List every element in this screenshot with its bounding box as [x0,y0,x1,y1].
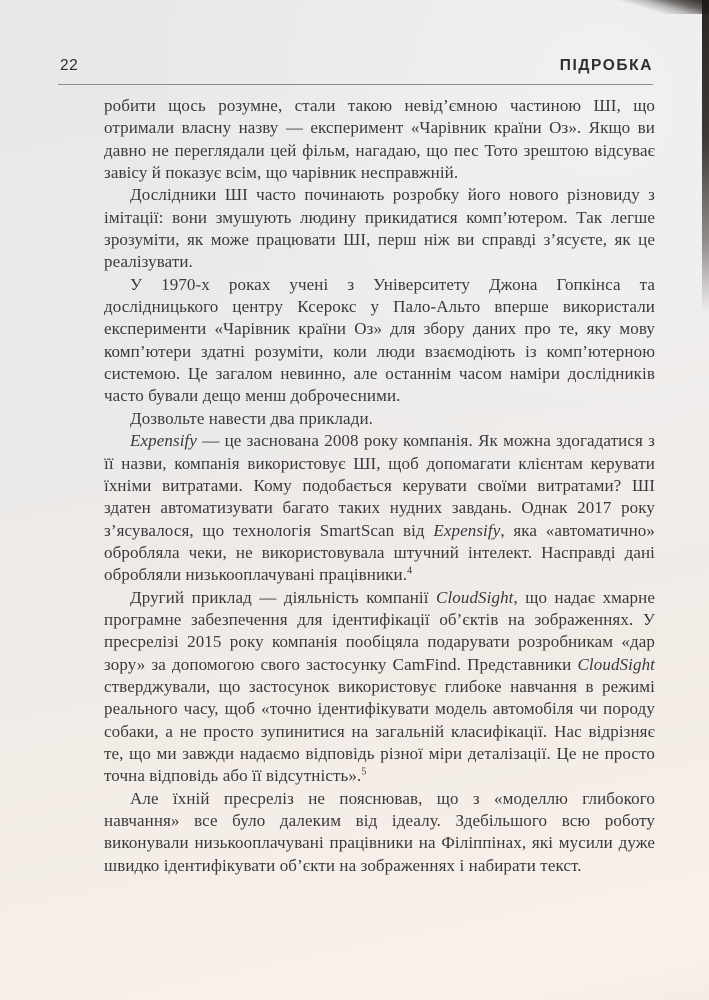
text-run: У 1970-х роках учені з Університету Джона Гопкінса та дослідницького центру Ксерокс у Пало-Альто вперше використали експерименти «Чарівник країни Оз» для збору даних про те, яку мову комп’ютери здатні розуміти, коли люди взаємодіють із комп’ютерною системою. Це загалом невинно, але останнім часом наміри дослідників часто бували дещо менш доброчесними. [104,274,655,406]
paragraph [104,430,655,586]
text-run: CloudSight [577,654,655,674]
text-run: , яка «автоматично» обробляла чеки, не використовувала штучний інтелект. Насправді дані обробляли низькооплачувані працівники. [104,520,655,585]
page-header [60,57,653,75]
text-column [104,95,655,877]
text-run: — це заснована 2008 року компанія. Як можна здогадатися з її назви, компанія використовує ШІ, щоб допомагати клієнтам керувати їхніми витратами. Кому подобається керувати своїми витратами? ШІ здатен автоматизувати багато таких нудних завдань. Однак 2017 року з’ясувалося, що технологія SmartScan від [104,431,655,540]
running-title: ПІДРОБКА [559,57,653,74]
text-run: CloudSight [436,587,514,607]
header-rule [58,84,653,85]
text-run: Дозвольте навести два приклади. [130,408,374,428]
paragraph [104,95,655,184]
paragraph [104,788,655,877]
text-run: Expensify [433,520,501,540]
text-run: Expensify [130,431,197,451]
text-run: , що надає хмарне програмне забезпечення для ідентифікації об’єктів на зображеннях. У пресрелізі 2015 року компанія пообіцяла подарувати розробникам «дар зору» за допомогою свого застосунку CamFind. Представники [104,587,655,674]
paragraph [104,184,655,273]
paragraph [104,587,655,788]
paragraph [104,408,655,430]
footnote-marker: 4 [407,565,413,577]
footnote-marker: 5 [361,766,367,778]
text-run: Але їхній пресреліз не пояснював, що з «моделлю глибокого навчання» все було далеким від ідеалу. Здебільшого всю роботу виконували низькооплачувані працівники на Філіппінах, які мусили дуже швидко ідентифікувати об’єкти на зображеннях і набирати текст. [104,788,655,875]
paragraph [104,274,655,408]
page-number: 22 [60,57,79,74]
text-run: робити щось розумне, стали такою невід’ємною частиною ШІ, що отримали власну назву — експеримент «Чарівник країни Оз». Якщо ви давно не переглядали цей фільм, нагадаю, що пес Тото зрештою відсуває завісу й показує всім, що чарівник несправжній. [104,96,655,183]
photo-edge-shadow-right [702,0,709,312]
text-run: Другий приклад — діяльність компанії [130,587,436,607]
text-run: Дослідники ШІ часто починають розробку його нового різновиду з імітації: вони змушують людину прикидатися комп’ютером. Так легше зрозуміти, як може працювати ШІ, перш ніж ви справді з’ясуєте, як це реалізувати. [104,185,655,272]
text-run: стверджували, що застосунок використовує глибоке навчання в режимі реального часу, щоб «точно ідентифікувати модель автомобіля чи породу собаки, а не просто зупинитися на загальній класифікації. Нас відрізняє те, що ми завжди надаємо відповідь різної міри деталізації. Це не просто точна відповідь або її відсутність». [104,676,655,786]
photo-edge-shadow-corner [617,0,709,14]
